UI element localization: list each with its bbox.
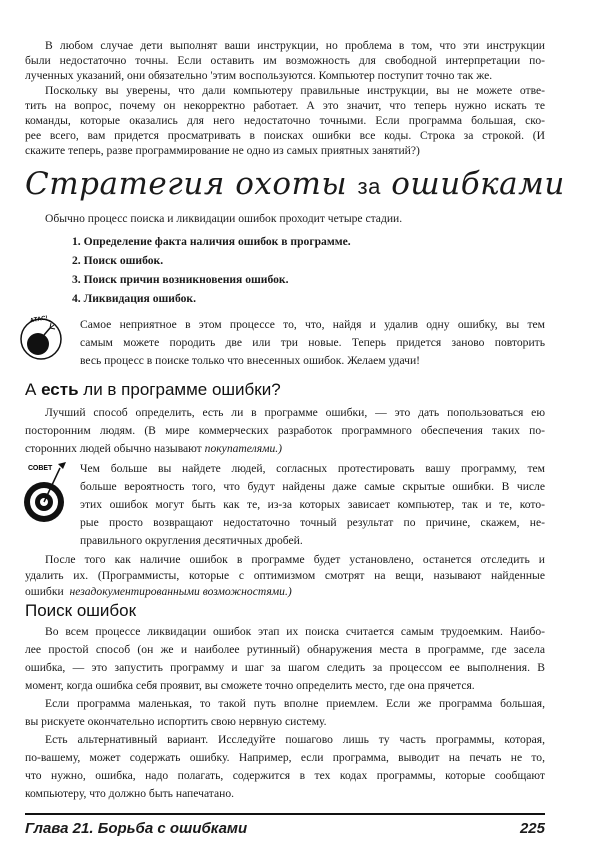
footer-rule: [25, 813, 545, 815]
page-number: 225: [519, 820, 545, 837]
text-line: лученных указаний, они обязательно 'этим воспользуются. Компьютер поступит точно так же.: [25, 69, 493, 82]
heading-bug-search: Поиск ошибок: [25, 601, 137, 620]
text-line: рее всего, вам придется просматривать в поисках ошибки все коды. Строка за строкой. (И: [25, 129, 545, 142]
text-line: самым можете породить две или три новые. Теперь придется заново повторить: [80, 336, 545, 349]
stages-intro: Обычно процесс поиска и ликвидации ошибок проходит четыре стадии.: [45, 212, 403, 225]
text: ошибки: [25, 585, 64, 598]
warning-note: [80, 316, 545, 370]
chapter-title: Глава 21. Борьба с ошибками: [25, 820, 248, 837]
stages-list: [72, 232, 351, 308]
text-line: посторонним людям. (В мире коммерческих разработок программного обеспечения таких по-: [25, 424, 545, 437]
heading-are-there-bugs: [25, 380, 281, 400]
text-line: этих ошибок могут быть как те, из-за которых зависает компьютер, так и те, кото-: [80, 498, 545, 511]
text-line: по-вашему, может содержать ошибку. Например, если программа, выводит на печать не то,: [25, 751, 545, 764]
heading-part: А: [25, 380, 37, 399]
text-line: команды, которые оказались для него недостаточно точными. Если программа большая, ско-: [25, 114, 545, 127]
text: сторонних людей обычно называют: [25, 442, 202, 455]
title-part: ошибками: [391, 166, 565, 202]
text-line: были недостаточно точны. Если оставить им возможность для свободной интерпретации по-: [25, 54, 545, 67]
text-line: В любом случае дети выполнят ваши инструкции, но проблема в том, что эти инструкции: [45, 39, 545, 52]
text-line: лее простой способ (он же и наиболее рутинный) обнаружения места в программе, где засела: [25, 643, 545, 656]
stage-item: 4. Ликвидация ошибок.: [72, 292, 197, 305]
svg-text:АТАС!: АТАС!: [29, 315, 49, 325]
intro-paragraphs: [25, 38, 545, 158]
heading-part: ли в программе ошибки?: [83, 380, 281, 399]
text-line: Лучший способ определить, есть ли в программе ошибки, — это дать попользоваться ею: [45, 406, 545, 419]
text-line: ошибка, — это запустить программу и шаг за шагом следить за процессом ее выполнения. В: [25, 661, 545, 674]
text-line: Чем больше вы найдете людей, согласных протестировать вашу программу, тем: [80, 462, 545, 475]
removal-paragraph: [25, 552, 545, 600]
emphasis: незадокументированными возможностями.): [69, 585, 292, 598]
text-line: момент, когда ошибка себя проявит, вы сможете точно определить место, где она прячется.: [25, 679, 475, 692]
text-line: тить на вопрос, почему он некорректно работает. А это значит, что теперь нужно искать те: [25, 99, 545, 112]
heading-part: есть: [41, 380, 79, 399]
stage-item: 1. Определение факта наличия ошибок в программе.: [72, 235, 351, 248]
bomb-warning-icon: [18, 312, 64, 362]
tip-note: [80, 460, 545, 550]
target-tip-icon: [22, 460, 74, 532]
text-line: удалить их. (Программисты, которые с оптимизмом смотрят на вещи, называют найденные: [25, 569, 545, 582]
title-part: Стратегия охоты: [25, 166, 348, 202]
text-line: Во всем процессе ликвидации ошибок этап их поиска считается самым трудоемким. Наибо-: [45, 625, 545, 638]
svg-text:СОВЕТ: СОВЕТ: [28, 465, 53, 472]
testers-paragraph: [25, 404, 545, 458]
stage-item: 2. Поиск ошибок.: [72, 254, 164, 267]
bug-search-paragraphs: [25, 623, 545, 803]
text-line: После того как наличие ошибок в программе будет установлено, останется отследить и: [45, 553, 545, 566]
text-line: скажите теперь, разве программирование не одно из самых приятных занятий?): [25, 144, 420, 157]
text-line: вы рискуете окончательно испортить свою нервную систему.: [25, 715, 327, 728]
text-line: правильного округления десятичных дробей.: [80, 534, 303, 547]
text-line: компьютеру, что должно быть напечатано.: [25, 787, 235, 800]
text-line: весь процесс в поиске только что внесенных ошибок. Желаем удачи!: [80, 354, 421, 367]
stage-item: 3. Поиск причин возникновения ошибок.: [72, 273, 289, 286]
section-title-bug-hunting-strategy: [25, 166, 565, 202]
text-line: Поскольку вы уверены, что дали компьютеру правильные инструкции, вы не можете отве-: [45, 84, 545, 97]
text-line: рые просто возвращают недостаточно точный результат по причине, скажем, не-: [80, 516, 545, 529]
text-line: Самое неприятное в этом процессе то, что, найдя и удалив одну ошибку, вы тем: [80, 318, 545, 331]
text-line: больше вероятность того, что будут найдены даже самые скрытые ошибки. В числе: [80, 480, 545, 493]
text-line: [25, 584, 545, 600]
text-line: Есть альтернативный вариант. Исследуйте пошагово лишь ту часть программы, которая,: [45, 733, 545, 746]
text-line: [25, 440, 545, 458]
page-footer: [25, 820, 545, 838]
text-line: Если программа маленькая, то такой путь вполне приемлем. Если же программа большая,: [45, 697, 545, 710]
title-part: за: [357, 174, 381, 199]
emphasis: покупателями.): [204, 442, 283, 455]
text-line: что нужно, ошибка, надо полагать, содержится в тех кодах программы, которые сообщают: [25, 769, 545, 782]
